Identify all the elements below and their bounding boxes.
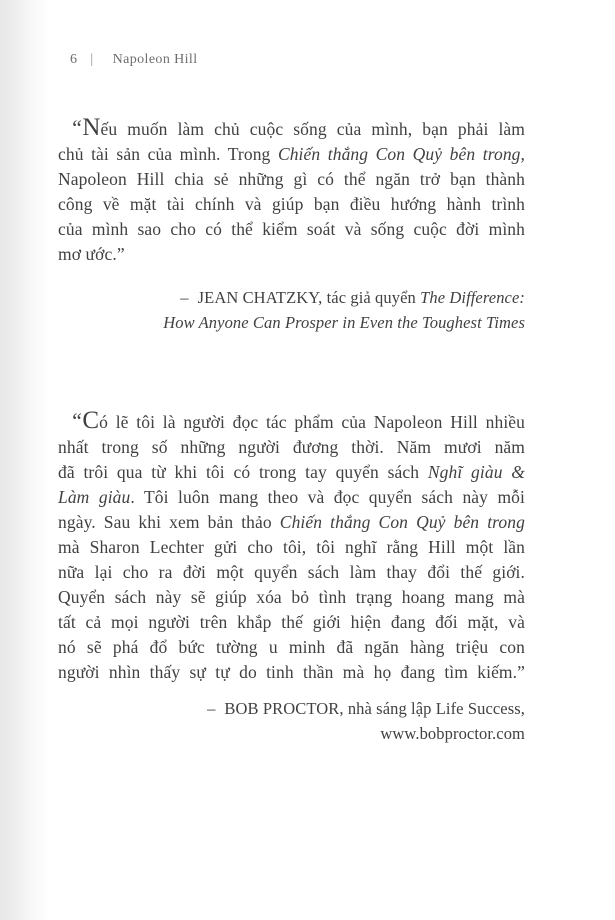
text-line [58, 142, 525, 167]
text-segment: người nhìn thấy sự tự do tinh thần mà họ đang tìm kiếm.” [58, 662, 525, 682]
text-line [58, 485, 525, 510]
text-segment: Nghĩ giàu & [427, 462, 526, 482]
quote-attribution-1 [58, 285, 525, 335]
text-segment: Napoleon Hill chia sẻ những gì có thể ngăn trở bạn thành [58, 169, 525, 189]
testimonial-quote-2 [58, 407, 526, 685]
text-line [58, 721, 525, 746]
text-segment: đã trôi qua từ khi tôi có trong tay quyển sách [58, 462, 428, 482]
text-segment: tất cả mọi người trên khắp thế giới hiện đang đối mặt, và [58, 612, 525, 632]
text-line [58, 585, 525, 610]
text-segment: chủ tài sản của mình. Trong [58, 144, 278, 164]
text-segment: Làm giàu [58, 487, 131, 507]
page-number: 6 [70, 52, 78, 67]
text-segment: ó lẽ tôi là người đọc tác phẩm của Napoleon Hill nhiều [99, 412, 525, 432]
open-quote-mark: “ [70, 115, 83, 140]
attribution-dash: – [180, 288, 189, 307]
text-segment: mà Sharon Lechter gửi cho tôi, tôi nghĩ rằng Hill một lần [58, 537, 525, 557]
text-line [58, 610, 525, 635]
text-segment: Chiến thắng Con Quỷ bên trong, [277, 144, 525, 164]
text-segment: BOB PROCTOR, nhà sáng lập Life Success, [224, 699, 525, 718]
testimonial-quote-1 [58, 114, 525, 267]
text-line [58, 114, 525, 142]
text-segment: The Difference: [420, 288, 525, 307]
lead-capital: C [82, 407, 100, 434]
text-segment: How Anyone Can Prosper in Even the Toughest Times [163, 313, 525, 332]
text-line [58, 535, 525, 560]
text-segment: của mình sao cho có thể kiểm soát và sống cuộc đời mình [58, 219, 525, 239]
text-segment: nữa lại cho ra đời một quyển sách làm thay đổi thế giới. [58, 562, 525, 582]
text-line [58, 635, 525, 660]
text-segment: nhất trong số những người đương thời. Năm mươi năm [58, 437, 525, 457]
text-segment: mơ ước.” [58, 244, 125, 264]
text-line [58, 435, 525, 460]
header-divider: | [90, 52, 94, 67]
text-line [58, 560, 525, 585]
text-line [58, 285, 525, 310]
text-line [58, 407, 525, 435]
text-line [58, 217, 525, 242]
text-segment: JEAN CHATZKY, tác giả quyển [197, 288, 421, 307]
text-line [58, 167, 525, 192]
open-quote-mark: “ [70, 408, 83, 433]
text-line [58, 660, 525, 685]
text-segment: nó sẽ phá đổ bức tường u minh đã ngăn hàng triệu con [58, 637, 525, 657]
text-line [58, 310, 525, 335]
text-segment: Chiến thắng Con Quỷ bên trong [279, 512, 525, 532]
text-segment: . Tôi luôn mang theo và đọc quyển sách này mỗi [130, 487, 525, 507]
text-segment: ếu muốn làm chủ cuộc sống của mình, bạn phải làm [100, 119, 525, 139]
text-line [58, 192, 525, 217]
text-line [58, 696, 525, 721]
quote-attribution-2 [58, 696, 525, 746]
text-line [58, 510, 525, 535]
text-line [58, 460, 525, 485]
lead-capital: N [82, 114, 101, 141]
text-line [58, 242, 525, 267]
text-segment: Quyển sách này sẽ giúp xóa bỏ tình trạng hoang mang mà [58, 587, 525, 607]
text-segment: công về mặt tài chính và giúp bạn điều hướng hành trình [58, 194, 525, 214]
running-title: Napoleon Hill [112, 52, 198, 67]
text-segment: www.bobproctor.com [380, 724, 525, 743]
text-segment: ngày. Sau khi xem bản thảo [58, 512, 280, 532]
attribution-dash: – [207, 699, 216, 718]
page-header [70, 52, 198, 68]
